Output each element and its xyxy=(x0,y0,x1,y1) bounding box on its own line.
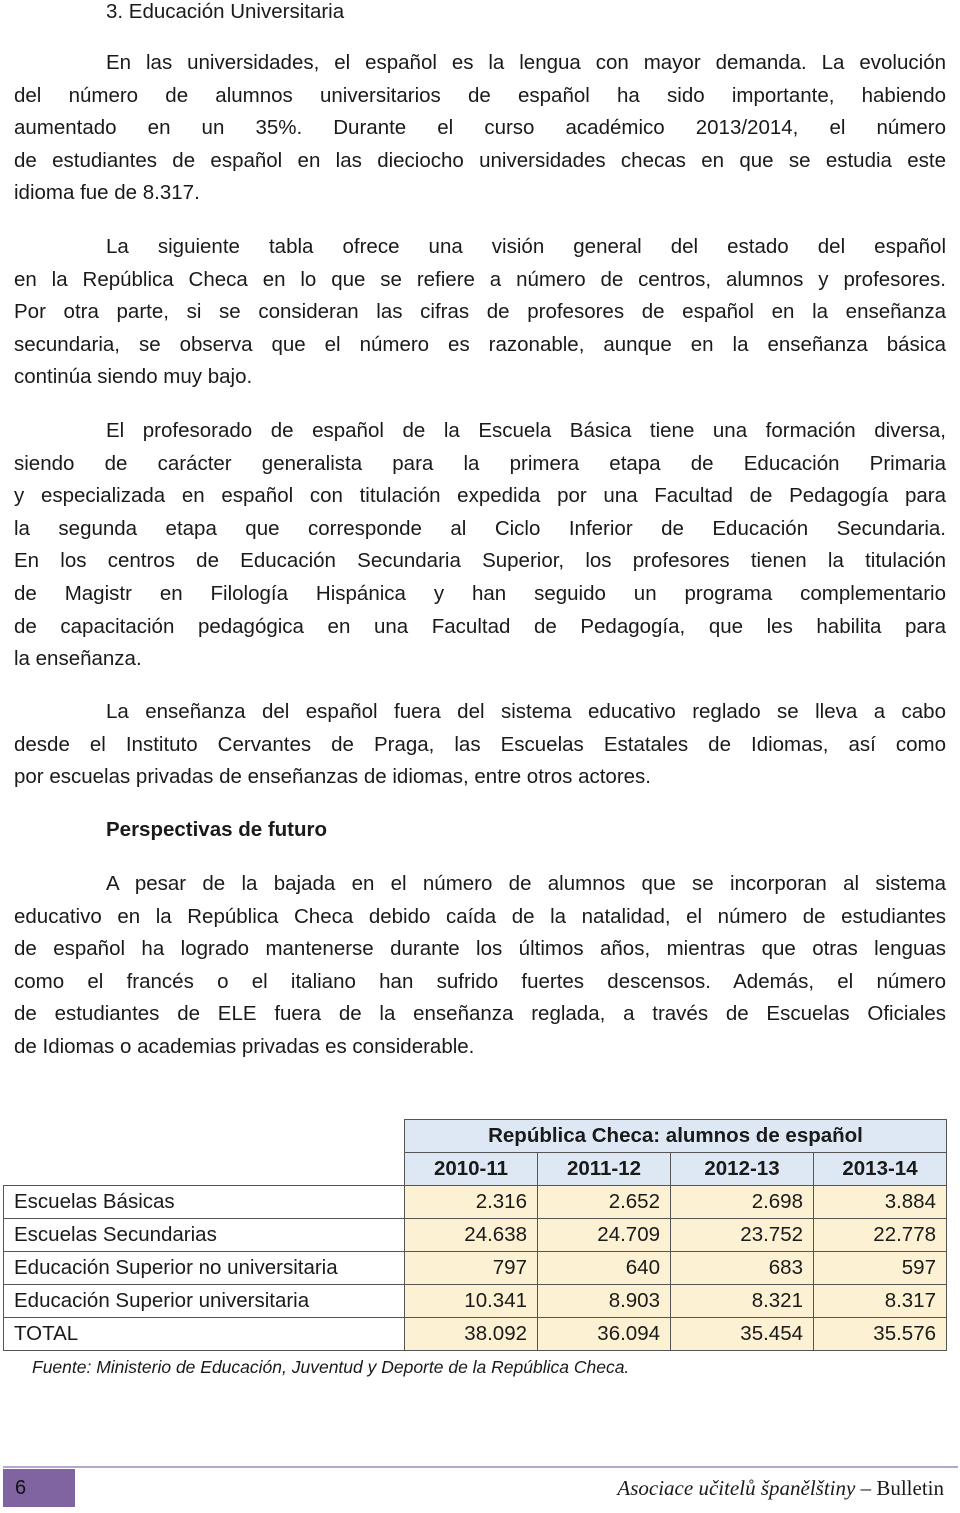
text-line: En las universidades, el español es la lengua con mayor demanda. La evolución xyxy=(106,51,946,74)
text-line: la segunda etapa que corresponde al Ciclo Inferior de Educación Secundaria. xyxy=(14,516,946,540)
text-line: continúa siendo muy bajo. xyxy=(14,365,253,389)
text-line: Por otra parte, si se consideran las cifras de profesores de español en la enseñanza xyxy=(14,300,946,324)
table-row xyxy=(4,1219,947,1252)
table-cell: 35.576 xyxy=(814,1318,947,1351)
footer-title-rest: – Bulletin xyxy=(855,1476,944,1500)
year-header: 2012-13 xyxy=(671,1153,814,1186)
table-header-row xyxy=(4,1153,947,1186)
text-line: de Idiomas o academias privadas es considerable. xyxy=(14,1034,475,1058)
text-line: de estudiantes de español en las dieciocho universidades checas en que se estudia este xyxy=(14,148,946,172)
table-cell: 8.903 xyxy=(538,1285,671,1318)
row-label: TOTAL xyxy=(4,1318,405,1351)
text-line: El profesorado de español de la Escuela Básica tiene una formación diversa, xyxy=(106,419,946,442)
text-line: de capacitación pedagógica en una Facultad de Pedagogía, que les habilita para xyxy=(14,614,946,638)
text-line: La enseñanza del español fuera del sistema educativo reglado se lleva a cabo xyxy=(106,700,946,723)
table-cell: 24.638 xyxy=(405,1219,538,1252)
table-cell: 24.709 xyxy=(538,1219,671,1252)
year-header: 2013-14 xyxy=(814,1153,947,1186)
table-cell: 2.698 xyxy=(671,1186,814,1219)
students-table xyxy=(3,1119,947,1351)
row-label: Escuelas Básicas xyxy=(4,1186,405,1219)
paragraph-5 xyxy=(14,868,946,1064)
text-line: de Magistr en Filología Hispánica y han seguido un programa complementario xyxy=(14,581,946,605)
text-line: del número de alumnos universitarios de español ha sido importante, habiendo xyxy=(14,83,946,107)
table-cell: 38.092 xyxy=(405,1318,538,1351)
table-cell: 2.652 xyxy=(538,1186,671,1219)
row-label: Escuelas Secundarias xyxy=(4,1219,405,1252)
table-cell: 23.752 xyxy=(671,1219,814,1252)
text-line: La siguiente tabla ofrece una visión general del estado del español xyxy=(106,235,946,258)
table-cell: 36.094 xyxy=(538,1318,671,1351)
table-title: República Checa: alumnos de español xyxy=(405,1120,947,1153)
year-header: 2011-12 xyxy=(538,1153,671,1186)
table-cell: 3.884 xyxy=(814,1186,947,1219)
paragraph-3 xyxy=(14,415,946,676)
section-heading: 3. Educación Universitaria xyxy=(106,0,345,23)
text-line: como el francés o el italiano han sufrido fuertes descensos. Además, el número xyxy=(14,969,946,993)
subheading: Perspectivas de futuro xyxy=(106,818,328,841)
page-number: 6 xyxy=(3,1469,75,1507)
table-cell: 640 xyxy=(538,1252,671,1285)
text-line: siendo de carácter generalista para la primera etapa de Educación Primaria xyxy=(14,451,946,475)
text-line: aumentado en un 35%. Durante el curso académico 2013/2014, el número xyxy=(14,116,946,140)
table-row xyxy=(4,1285,947,1318)
text-line: y especializada en español con titulación expedida por una Facultad de Pedagogía para xyxy=(14,484,946,508)
table-row xyxy=(4,1318,947,1351)
text-line: idioma fue de 8.317. xyxy=(14,181,200,205)
text-line: desde el Instituto Cervantes de Praga, las Escuelas Estatales de Idiomas, así como xyxy=(14,732,946,756)
paragraph-4 xyxy=(14,696,946,794)
table-cell: 597 xyxy=(814,1252,947,1285)
table-cell: 8.321 xyxy=(671,1285,814,1318)
text-line: secundaria, se observa que el número es razonable, aunque en la enseñanza básica xyxy=(14,332,946,356)
table-row xyxy=(4,1252,947,1285)
row-label: Educación Superior no universitaria xyxy=(4,1252,405,1285)
footer-divider xyxy=(3,1466,958,1468)
paragraph-1 xyxy=(14,47,946,210)
row-label: Educación Superior universitaria xyxy=(4,1285,405,1318)
table-cell: 797 xyxy=(405,1252,538,1285)
footer-title-italic: Asociace učitelů španělštiny xyxy=(617,1476,856,1500)
footer-title xyxy=(617,1469,944,1507)
text-line: de español ha logrado mantenerse durante los últimos años, mientras que otras lenguas xyxy=(14,937,946,961)
table-corner xyxy=(4,1153,405,1186)
text-line: educativo en la República Checa debido caída de la natalidad, el número de estudiantes xyxy=(14,904,946,928)
table-cell: 683 xyxy=(671,1252,814,1285)
text-line: de estudiantes de ELE fuera de la enseñanza reglada, a través de Escuelas Oficiales xyxy=(14,1002,946,1026)
table-title-row xyxy=(4,1120,947,1153)
table-cell: 2.316 xyxy=(405,1186,538,1219)
table-row xyxy=(4,1186,947,1219)
text-line: por escuelas privadas de enseñanzas de idiomas, entre otros actores. xyxy=(14,765,652,789)
table-cell: 35.454 xyxy=(671,1318,814,1351)
year-header: 2010-11 xyxy=(405,1153,538,1186)
table-cell: 10.341 xyxy=(405,1285,538,1318)
table-source-caption: Fuente: Ministerio de Educación, Juventud y Deporte de la República Checa. xyxy=(32,1357,630,1377)
paragraph-2 xyxy=(14,231,946,394)
text-line: la enseñanza. xyxy=(14,647,142,671)
table-corner xyxy=(4,1120,405,1153)
text-line: en la República Checa en lo que se refiere a número de centros, alumnos y profesores. xyxy=(14,267,946,291)
table-cell: 8.317 xyxy=(814,1285,947,1318)
table-cell: 22.778 xyxy=(814,1219,947,1252)
text-line: A pesar de la bajada en el número de alumnos que se incorporan al sistema xyxy=(106,872,946,895)
text-line: En los centros de Educación Secundaria Superior, los profesores tienen la titulación xyxy=(14,549,946,573)
